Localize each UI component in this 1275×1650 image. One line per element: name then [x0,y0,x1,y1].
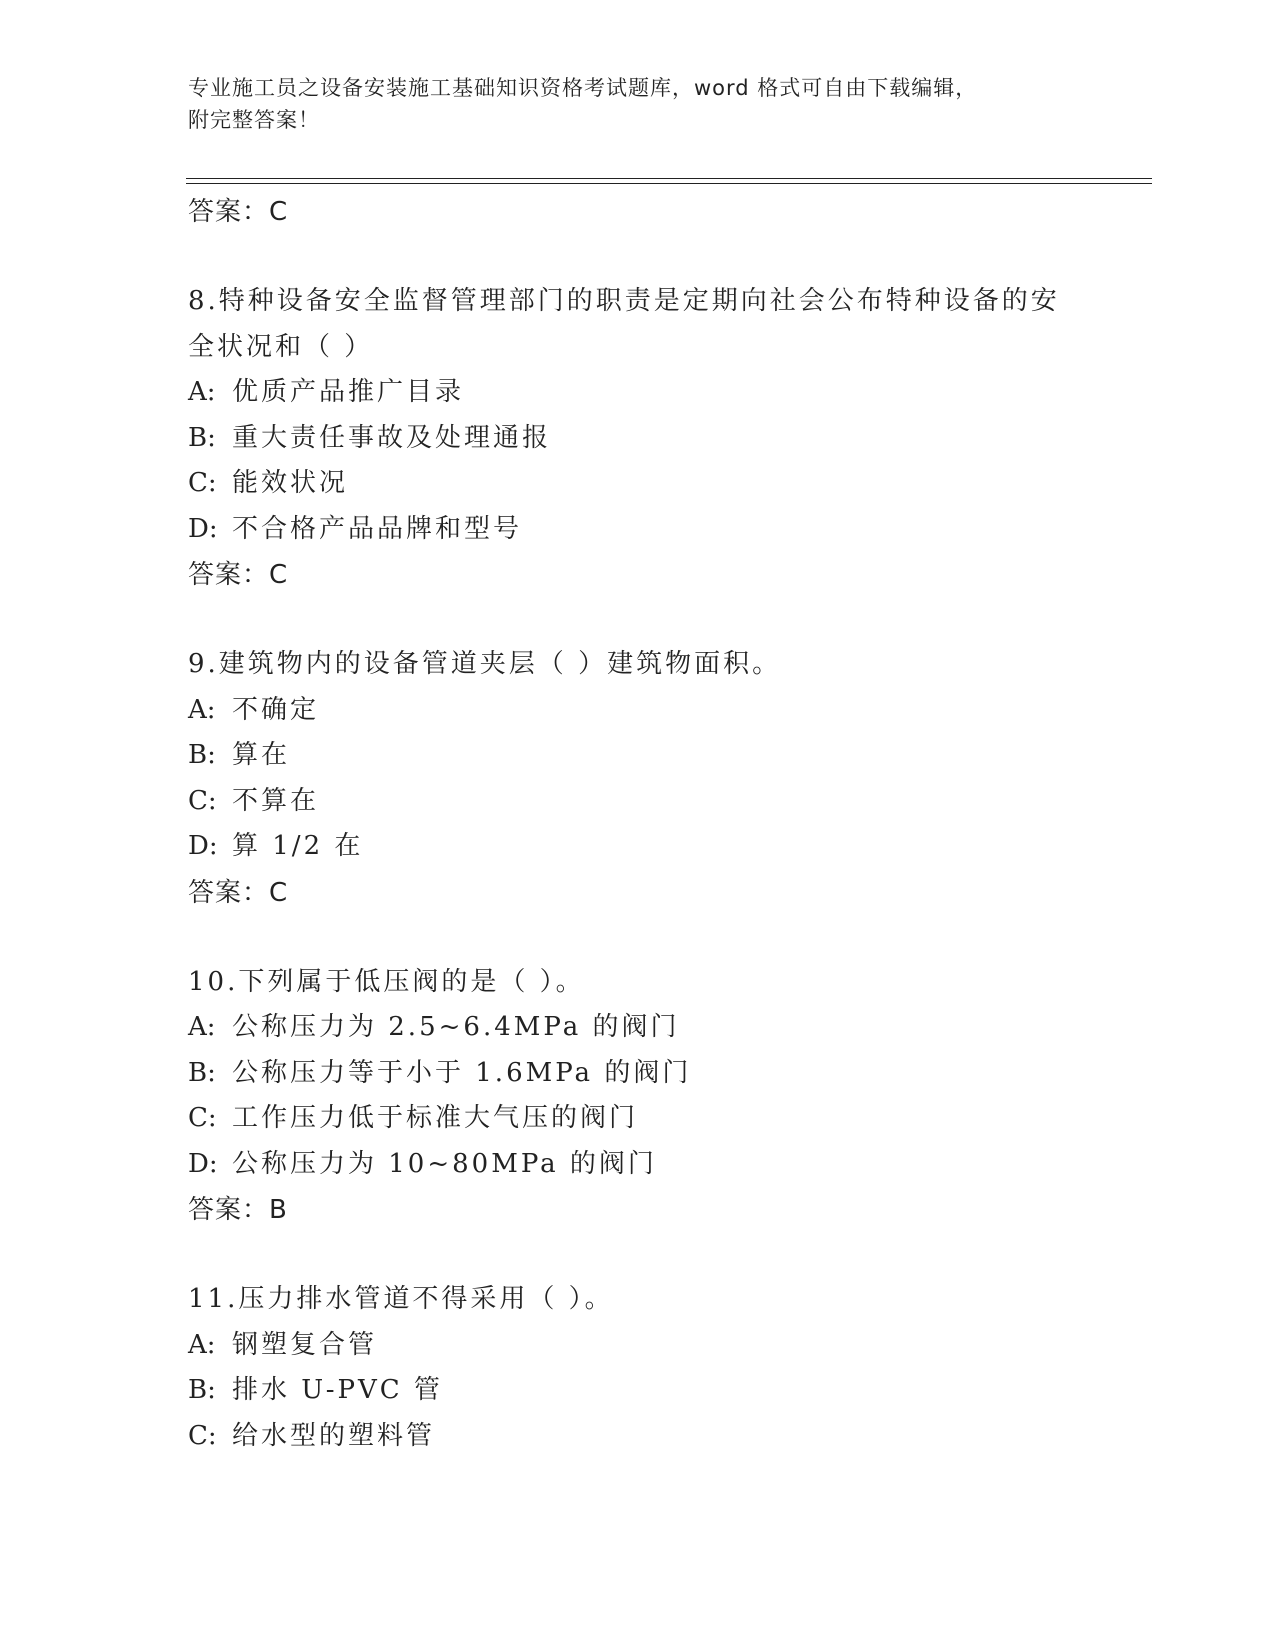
answer-line: 答案：B [188,1195,288,1225]
option-row [188,370,1088,416]
option-row [188,1051,1088,1097]
header-divider-top [186,178,1152,179]
option-letter: A: [188,1329,216,1360]
option-letter: A: [188,1012,216,1042]
option-letter: D: [188,1148,218,1179]
question-stem-line: 8.特种设备安全监督管理部门的职责是定期向社会公布特种设备的安 [188,286,1060,316]
option-row [188,1323,1088,1369]
question-list [188,189,1088,1459]
option-text: 不合格产品品牌和型号 [232,513,523,544]
option-letter: D: [188,513,218,544]
header-line-1: 专业施工员之设备安装施工基础知识资格考试题库，word 格式可自由下载编辑， [188,76,978,100]
question-block [188,1277,1088,1459]
question-spacer [188,916,1088,960]
question-block [188,642,1088,916]
option-row [188,461,1088,507]
option-row [188,779,1088,825]
option-row [188,688,1088,734]
question-spacer [188,235,1088,279]
option-row [188,733,1088,779]
option-text: 不算在 [232,785,320,816]
question-stem-line: 9.建筑物内的设备管道夹层（ ）建筑物面积。 [188,649,782,679]
option-text: 优质产品推广目录 [232,377,465,407]
option-letter: C: [188,1420,217,1451]
option-text: 算在 [232,740,291,770]
option-text: 公称压力为 10~80MPa 的阀门 [232,1148,657,1179]
option-row [188,1142,1088,1188]
option-text: 公称压力为 2.5~6.4MPa 的阀门 [232,1012,680,1042]
question-spacer [188,1233,1088,1277]
option-row [188,416,1088,462]
question-stem-line: 10.下列属于低压阀的是（ ）。 [188,966,585,997]
document-header [188,72,1068,136]
option-letter: C: [188,1103,217,1133]
option-row [188,824,1088,870]
option-text: 钢塑复合管 [232,1329,378,1360]
option-row [188,1368,1088,1414]
header-line-2: 附完整答案！ [188,108,320,132]
option-text: 算 1/2 在 [232,831,364,861]
question-stem-line: 11.压力排水管道不得采用（ ）。 [188,1284,614,1314]
option-letter: B: [188,1057,216,1088]
option-row [188,1414,1088,1460]
option-row [188,1005,1088,1051]
question-stem-line: 全状况和（ ） [188,331,374,362]
option-row [188,1096,1088,1142]
option-text: 排水 U-PVC 管 [232,1375,443,1405]
question-spacer [188,598,1088,642]
option-text: 能效状况 [232,468,349,498]
option-letter: C: [188,785,217,816]
question-block [188,279,1088,598]
option-letter: B: [188,422,216,453]
option-text: 不确定 [232,694,320,725]
answer-line: 答案：C [188,560,289,590]
answer-line: 答案：C [188,197,289,227]
option-text: 工作压力低于标准大气压的阀门 [232,1103,639,1133]
option-letter: A: [188,377,216,407]
option-text: 给水型的塑料管 [232,1420,436,1451]
header-divider-bottom [186,183,1152,184]
answer-line: 答案：C [188,877,289,908]
option-text: 公称压力等于小于 1.6MPa 的阀门 [232,1057,692,1088]
option-row [188,507,1088,553]
option-letter: C: [188,468,217,498]
option-letter: B: [188,1375,216,1405]
option-text: 重大责任事故及处理通报 [232,422,552,453]
option-letter: D: [188,831,218,861]
option-letter: A: [188,694,216,725]
question-block [188,960,1088,1234]
option-letter: B: [188,740,216,770]
